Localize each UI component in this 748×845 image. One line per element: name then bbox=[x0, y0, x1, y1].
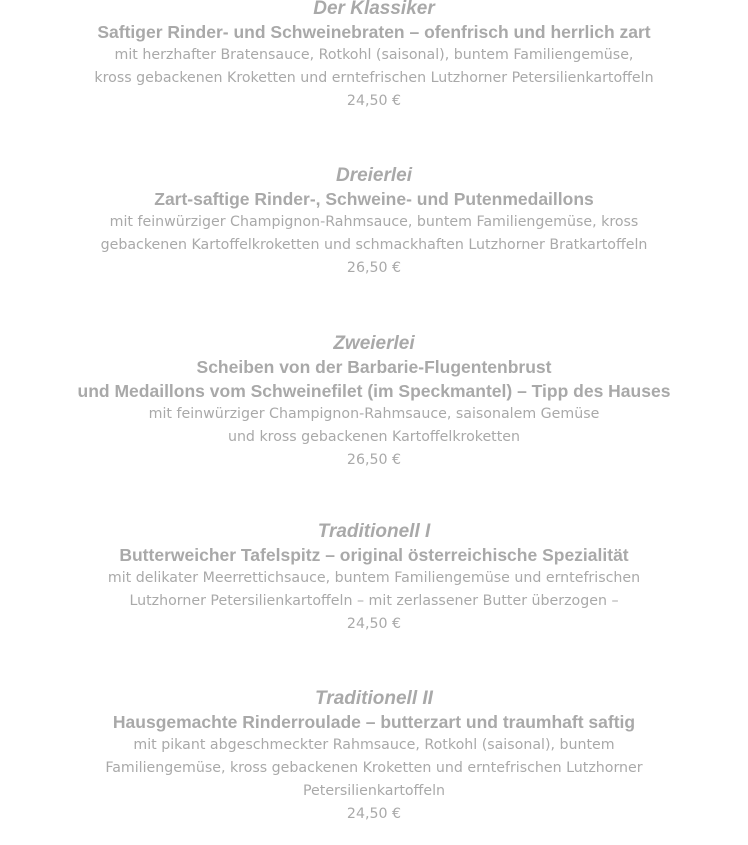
item-category: Zweierlei bbox=[333, 333, 415, 354]
item-description bbox=[0, 211, 748, 257]
item-category: Traditionell I bbox=[317, 521, 431, 542]
description-line: mit herzhafter Bratensauce, Rotkohl (saisonal), buntem Familiengemüse, bbox=[114, 47, 634, 63]
description-line: mit pikant abgeschmeckter Rahmsauce, Rotkohl (saisonal), buntem bbox=[133, 737, 615, 753]
item-price: 24,50 € bbox=[346, 616, 402, 632]
title-line: und Medaillons vom Schweinefilet (im Speckmantel) – Tipp des Hauses bbox=[77, 381, 671, 401]
description-line: gebackenen Kartoffelkroketten und schmackhaften Lutzhorner Bratkartoffeln bbox=[100, 237, 648, 253]
description-line: Familiengemüse, kross gebackenen Kroketten und erntefrischen Lutzhorner bbox=[105, 760, 643, 776]
description-line: mit delikater Meerrettichsauce, buntem Familiengemüse und erntefrischen bbox=[107, 570, 641, 586]
item-title bbox=[0, 710, 748, 734]
item-description bbox=[0, 403, 748, 449]
item-title bbox=[0, 20, 748, 44]
item-category: Der Klassiker bbox=[313, 0, 435, 19]
title-line: Scheiben von der Barbarie-Flugentenbrust bbox=[196, 357, 552, 377]
description-line: mit feinwürziger Champignon-Rahmsauce, buntem Familiengemüse, kross bbox=[109, 214, 639, 230]
description-line: Lutzhorner Petersilienkartoffeln – mit zerlassener Butter überzogen – bbox=[129, 593, 619, 609]
item-category: Dreierlei bbox=[335, 165, 413, 186]
item-price: 26,50 € bbox=[346, 260, 402, 276]
item-description bbox=[0, 567, 748, 613]
item-price: 24,50 € bbox=[346, 93, 402, 109]
item-price: 24,50 € bbox=[346, 806, 402, 822]
title-line: Zart-saftige Rinder-, Schweine- und Putenmedaillons bbox=[154, 189, 594, 209]
menu-item-traditionell-ii bbox=[0, 688, 748, 826]
title-line: Butterweicher Tafelspitz – original österreichische Spezialität bbox=[119, 545, 629, 565]
description-line: kross gebackenen Kroketten und erntefrischen Lutzhorner Petersilienkartoffeln bbox=[94, 70, 654, 86]
item-price: 26,50 € bbox=[346, 452, 402, 468]
menu-item-traditionell-i bbox=[0, 521, 748, 636]
item-category: Traditionell II bbox=[315, 688, 433, 709]
title-line: Saftiger Rinder- und Schweinebraten – ofenfrisch und herrlich zart bbox=[97, 22, 651, 42]
description-line: mit feinwürziger Champignon-Rahmsauce, saisonalem Gemüse bbox=[148, 406, 600, 422]
item-title bbox=[0, 543, 748, 567]
description-line: und kross gebackenen Kartoffelkroketten bbox=[227, 429, 521, 445]
item-title bbox=[0, 187, 748, 211]
item-description bbox=[0, 734, 748, 803]
title-line: Hausgemachte Rinderroulade – butterzart und traumhaft saftig bbox=[112, 712, 636, 732]
menu-item-zweierlei bbox=[0, 333, 748, 472]
menu-item-der-klassiker bbox=[0, 0, 748, 113]
description-line: Petersilienkartoffeln bbox=[302, 783, 445, 799]
item-description bbox=[0, 44, 748, 90]
item-title bbox=[0, 355, 748, 403]
menu-item-dreierlei bbox=[0, 165, 748, 280]
